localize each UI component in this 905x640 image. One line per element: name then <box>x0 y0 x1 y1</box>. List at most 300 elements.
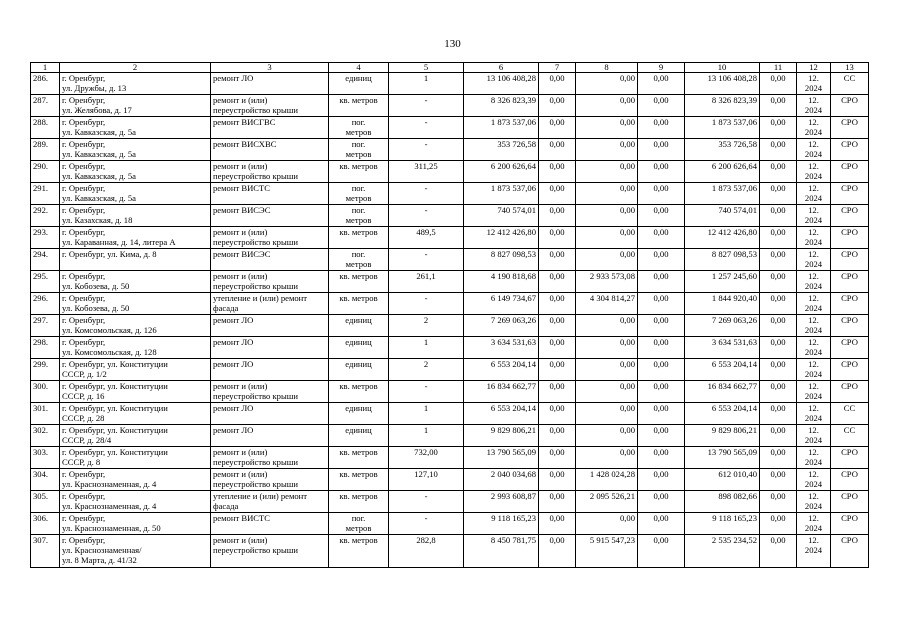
column-number-header: 5 <box>389 63 464 73</box>
value-cell-7: 0,00 <box>539 183 576 205</box>
value-cell-8: 5 915 547,23 <box>576 535 638 568</box>
unit-cell: кв. метров <box>329 95 389 117</box>
row-number-cell: 290. <box>31 161 60 183</box>
row-number-cell: 287. <box>31 95 60 117</box>
contractor-type-cell: СРО <box>831 249 869 271</box>
column-number-header: 10 <box>685 63 760 73</box>
value-cell-8: 0,00 <box>576 425 638 447</box>
contractor-type-cell: СРО <box>831 117 869 139</box>
value-cell-11: 0,00 <box>760 315 797 337</box>
value-cell-8: 0,00 <box>576 337 638 359</box>
address-cell: г. Оренбург, ул. Кавказская, д. 5а <box>60 183 211 205</box>
address-cell: г. Оренбург, ул. Кима, д. 8 <box>60 249 211 271</box>
value-cell-11: 0,00 <box>760 425 797 447</box>
value-cell-11: 0,00 <box>760 337 797 359</box>
row-number-cell: 307. <box>31 535 60 568</box>
work-type-cell: ремонт и (или) переустройство крыши <box>211 469 329 491</box>
table-row <box>31 469 869 491</box>
value-cell-10: 1 873 537,06 <box>685 183 760 205</box>
contractor-type-cell: СРО <box>831 183 869 205</box>
value-cell-9: 0,00 <box>638 183 685 205</box>
row-number-cell: 296. <box>31 293 60 315</box>
address-cell: г. Оренбург, ул. Кавказская, д. 5а <box>60 139 211 161</box>
value-cell-10: 6 200 626,64 <box>685 161 760 183</box>
value-cell-7: 0,00 <box>539 271 576 293</box>
unit-cell: единиц <box>329 337 389 359</box>
total-cost-cell: 8 326 823,39 <box>464 95 539 117</box>
work-type-cell: ремонт ЛО <box>211 337 329 359</box>
value-cell-9: 0,00 <box>638 73 685 95</box>
total-cost-cell: 6 553 204,14 <box>464 359 539 381</box>
deadline-cell: 12. 2024 <box>797 205 831 227</box>
quantity-cell: 489,5 <box>389 227 464 249</box>
value-cell-10: 6 553 204,14 <box>685 359 760 381</box>
row-number-cell: 293. <box>31 227 60 249</box>
work-type-cell: ремонт ВИСТС <box>211 183 329 205</box>
value-cell-10: 1 844 920,40 <box>685 293 760 315</box>
deadline-cell: 12. 2024 <box>797 139 831 161</box>
table-row <box>31 403 869 425</box>
quantity-cell: - <box>389 381 464 403</box>
unit-cell: кв. метров <box>329 381 389 403</box>
value-cell-9: 0,00 <box>638 359 685 381</box>
value-cell-10: 898 082,66 <box>685 491 760 513</box>
address-cell: г. Оренбург, ул. Краснознаменная/ ул. 8 Марта, д. 41/32 <box>60 535 211 568</box>
row-number-cell: 295. <box>31 271 60 293</box>
row-number-cell: 300. <box>31 381 60 403</box>
value-cell-8: 0,00 <box>576 183 638 205</box>
quantity-cell: - <box>389 139 464 161</box>
work-type-cell: утепление и (или) ремонт фасада <box>211 293 329 315</box>
table-row <box>31 161 869 183</box>
row-number-cell: 289. <box>31 139 60 161</box>
value-cell-11: 0,00 <box>760 469 797 491</box>
value-cell-8: 0,00 <box>576 381 638 403</box>
value-cell-9: 0,00 <box>638 491 685 513</box>
unit-cell: пог. метров <box>329 249 389 271</box>
contractor-type-cell: СРО <box>831 513 869 535</box>
address-cell: г. Оренбург, ул. Казахская, д. 18 <box>60 205 211 227</box>
address-cell: г. Оренбург, ул. Кобозева, д. 50 <box>60 271 211 293</box>
value-cell-7: 0,00 <box>539 425 576 447</box>
total-cost-cell: 2 993 608,87 <box>464 491 539 513</box>
value-cell-11: 0,00 <box>760 183 797 205</box>
value-cell-8: 0,00 <box>576 139 638 161</box>
value-cell-9: 0,00 <box>638 161 685 183</box>
unit-cell: пог. метров <box>329 205 389 227</box>
value-cell-8: 2 933 573,08 <box>576 271 638 293</box>
column-number-header: 1 <box>31 63 60 73</box>
deadline-cell: 12. 2024 <box>797 117 831 139</box>
unit-cell: пог. метров <box>329 513 389 535</box>
unit-cell: пог. метров <box>329 139 389 161</box>
unit-cell: пог. метров <box>329 183 389 205</box>
column-number-header-row <box>31 63 869 73</box>
address-cell: г. Оренбург, ул. Краснознаменная, д. 50 <box>60 513 211 535</box>
contractor-type-cell: СРО <box>831 337 869 359</box>
value-cell-9: 0,00 <box>638 535 685 568</box>
value-cell-10: 3 634 531,63 <box>685 337 760 359</box>
column-number-header: 3 <box>211 63 329 73</box>
value-cell-10: 13 790 565,09 <box>685 447 760 469</box>
deadline-cell: 12. 2024 <box>797 359 831 381</box>
value-cell-8: 0,00 <box>576 513 638 535</box>
value-cell-8: 1 428 024,28 <box>576 469 638 491</box>
value-cell-10: 8 326 823,39 <box>685 95 760 117</box>
row-number-cell: 286. <box>31 73 60 95</box>
column-number-header: 4 <box>329 63 389 73</box>
unit-cell: кв. метров <box>329 161 389 183</box>
column-number-header: 12 <box>797 63 831 73</box>
value-cell-8: 0,00 <box>576 205 638 227</box>
address-cell: г. Оренбург, ул. Кобозева, д. 50 <box>60 293 211 315</box>
value-cell-11: 0,00 <box>760 95 797 117</box>
value-cell-11: 0,00 <box>760 513 797 535</box>
deadline-cell: 12. 2024 <box>797 95 831 117</box>
work-type-cell: ремонт ЛО <box>211 425 329 447</box>
work-type-cell: ремонт и (или) переустройство крыши <box>211 227 329 249</box>
table-row <box>31 315 869 337</box>
deadline-cell: 12. 2024 <box>797 447 831 469</box>
deadline-cell: 12. 2024 <box>797 227 831 249</box>
address-cell: г. Оренбург, ул. Желябова, д. 17 <box>60 95 211 117</box>
value-cell-11: 0,00 <box>760 381 797 403</box>
quantity-cell: 1 <box>389 73 464 95</box>
value-cell-9: 0,00 <box>638 513 685 535</box>
contractor-type-cell: СРО <box>831 359 869 381</box>
value-cell-8: 0,00 <box>576 403 638 425</box>
row-number-cell: 292. <box>31 205 60 227</box>
contractor-type-cell: СРО <box>831 227 869 249</box>
value-cell-11: 0,00 <box>760 535 797 568</box>
row-number-cell: 298. <box>31 337 60 359</box>
value-cell-11: 0,00 <box>760 139 797 161</box>
value-cell-9: 0,00 <box>638 139 685 161</box>
value-cell-7: 0,00 <box>539 139 576 161</box>
total-cost-cell: 1 873 537,06 <box>464 183 539 205</box>
value-cell-9: 0,00 <box>638 205 685 227</box>
column-number-header: 9 <box>638 63 685 73</box>
deadline-cell: 12. 2024 <box>797 513 831 535</box>
contractor-type-cell: СРО <box>831 139 869 161</box>
value-cell-10: 353 726,58 <box>685 139 760 161</box>
work-type-cell: ремонт и (или) переустройство крыши <box>211 271 329 293</box>
unit-cell: кв. метров <box>329 491 389 513</box>
quantity-cell: - <box>389 491 464 513</box>
value-cell-11: 0,00 <box>760 73 797 95</box>
unit-cell: единиц <box>329 359 389 381</box>
value-cell-10: 12 412 426,80 <box>685 227 760 249</box>
total-cost-cell: 9 829 806,21 <box>464 425 539 447</box>
table-row <box>31 183 869 205</box>
deadline-cell: 12. 2024 <box>797 161 831 183</box>
value-cell-10: 1 873 537,06 <box>685 117 760 139</box>
work-type-cell: ремонт и (или) переустройство крыши <box>211 95 329 117</box>
contractor-type-cell: СРО <box>831 95 869 117</box>
table-row <box>31 293 869 315</box>
address-cell: г. Оренбург, ул. Кавказская, д. 5а <box>60 161 211 183</box>
work-type-cell: ремонт и (или) переустройство крыши <box>211 447 329 469</box>
quantity-cell: - <box>389 95 464 117</box>
table-row <box>31 359 869 381</box>
value-cell-11: 0,00 <box>760 161 797 183</box>
unit-cell: пог. метров <box>329 117 389 139</box>
value-cell-8: 0,00 <box>576 249 638 271</box>
unit-cell: кв. метров <box>329 227 389 249</box>
value-cell-9: 0,00 <box>638 293 685 315</box>
value-cell-11: 0,00 <box>760 359 797 381</box>
work-type-cell: ремонт ВИСТС <box>211 513 329 535</box>
value-cell-7: 0,00 <box>539 535 576 568</box>
value-cell-10: 6 553 204,14 <box>685 403 760 425</box>
value-cell-10: 2 535 234,52 <box>685 535 760 568</box>
quantity-cell: - <box>389 249 464 271</box>
address-cell: г. Оренбург, ул. Краснознаменная, д. 4 <box>60 491 211 513</box>
page-number: 130 <box>444 38 461 50</box>
table-row <box>31 535 869 568</box>
quantity-cell: 127,10 <box>389 469 464 491</box>
value-cell-9: 0,00 <box>638 227 685 249</box>
total-cost-cell: 16 834 662,77 <box>464 381 539 403</box>
table-row <box>31 513 869 535</box>
value-cell-7: 0,00 <box>539 73 576 95</box>
work-type-cell: ремонт ВИСГВС <box>211 117 329 139</box>
total-cost-cell: 8 827 098,53 <box>464 249 539 271</box>
value-cell-8: 0,00 <box>576 447 638 469</box>
value-cell-8: 0,00 <box>576 161 638 183</box>
address-cell: г. Оренбург, ул. Комсомольская, д. 128 <box>60 337 211 359</box>
contractor-type-cell: СС <box>831 73 869 95</box>
quantity-cell: 282,8 <box>389 535 464 568</box>
address-cell: г. Оренбург, ул. Конституции СССР, д. 8 <box>60 447 211 469</box>
address-cell: г. Оренбург, ул. Конституции СССР, д. 28/4 <box>60 425 211 447</box>
address-cell: г. Оренбург, ул. Конституции СССР, д. 28 <box>60 403 211 425</box>
table-row <box>31 117 869 139</box>
value-cell-8: 0,00 <box>576 117 638 139</box>
total-cost-cell: 6 553 204,14 <box>464 403 539 425</box>
capital-repair-table <box>30 62 869 568</box>
total-cost-cell: 2 040 034,68 <box>464 469 539 491</box>
table-row <box>31 425 869 447</box>
value-cell-9: 0,00 <box>638 403 685 425</box>
value-cell-7: 0,00 <box>539 227 576 249</box>
contractor-type-cell: СРО <box>831 447 869 469</box>
deadline-cell: 12. 2024 <box>797 381 831 403</box>
value-cell-8: 0,00 <box>576 95 638 117</box>
value-cell-10: 13 106 408,28 <box>685 73 760 95</box>
deadline-cell: 12. 2024 <box>797 183 831 205</box>
deadline-cell: 12. 2024 <box>797 73 831 95</box>
quantity-cell: - <box>389 183 464 205</box>
table-row <box>31 491 869 513</box>
work-type-cell: ремонт и (или) переустройство крыши <box>211 161 329 183</box>
total-cost-cell: 8 450 781,75 <box>464 535 539 568</box>
value-cell-11: 0,00 <box>760 293 797 315</box>
table-row <box>31 139 869 161</box>
deadline-cell: 12. 2024 <box>797 491 831 513</box>
address-cell: г. Оренбург, ул. Кавказская, д. 5а <box>60 117 211 139</box>
column-number-header: 8 <box>576 63 638 73</box>
contractor-type-cell: СРО <box>831 271 869 293</box>
value-cell-8: 0,00 <box>576 73 638 95</box>
total-cost-cell: 1 873 537,06 <box>464 117 539 139</box>
table-row <box>31 447 869 469</box>
quantity-cell: 732,00 <box>389 447 464 469</box>
table-row <box>31 337 869 359</box>
value-cell-9: 0,00 <box>638 337 685 359</box>
contractor-type-cell: СРО <box>831 535 869 568</box>
value-cell-11: 0,00 <box>760 205 797 227</box>
deadline-cell: 12. 2024 <box>797 425 831 447</box>
value-cell-7: 0,00 <box>539 513 576 535</box>
unit-cell: кв. метров <box>329 293 389 315</box>
quantity-cell: - <box>389 293 464 315</box>
table-row <box>31 73 869 95</box>
quantity-cell: - <box>389 513 464 535</box>
value-cell-7: 0,00 <box>539 403 576 425</box>
address-cell: г. Оренбург, ул. Конституции СССР, д. 1/2 <box>60 359 211 381</box>
value-cell-9: 0,00 <box>638 447 685 469</box>
deadline-cell: 12. 2024 <box>797 271 831 293</box>
contractor-type-cell: СРО <box>831 469 869 491</box>
value-cell-10: 9 829 806,21 <box>685 425 760 447</box>
value-cell-8: 0,00 <box>576 359 638 381</box>
row-number-cell: 299. <box>31 359 60 381</box>
deadline-cell: 12. 2024 <box>797 249 831 271</box>
value-cell-8: 0,00 <box>576 227 638 249</box>
value-cell-9: 0,00 <box>638 381 685 403</box>
quantity-cell: 1 <box>389 337 464 359</box>
quantity-cell: 1 <box>389 425 464 447</box>
value-cell-7: 0,00 <box>539 315 576 337</box>
row-number-cell: 301. <box>31 403 60 425</box>
row-number-cell: 291. <box>31 183 60 205</box>
address-cell: г. Оренбург, ул. Краснознаменная, д. 4 <box>60 469 211 491</box>
unit-cell: кв. метров <box>329 535 389 568</box>
value-cell-7: 0,00 <box>539 381 576 403</box>
row-number-cell: 294. <box>31 249 60 271</box>
address-cell: г. Оренбург, ул. Караванная, д. 14, литера А <box>60 227 211 249</box>
address-cell: г. Оренбург, ул. Дружбы, д. 13 <box>60 73 211 95</box>
quantity-cell: 2 <box>389 315 464 337</box>
value-cell-7: 0,00 <box>539 161 576 183</box>
deadline-cell: 12. 2024 <box>797 535 831 568</box>
row-number-cell: 288. <box>31 117 60 139</box>
value-cell-11: 0,00 <box>760 403 797 425</box>
value-cell-10: 1 257 245,60 <box>685 271 760 293</box>
value-cell-10: 16 834 662,77 <box>685 381 760 403</box>
total-cost-cell: 6 200 626,64 <box>464 161 539 183</box>
deadline-cell: 12. 2024 <box>797 403 831 425</box>
value-cell-11: 0,00 <box>760 447 797 469</box>
unit-cell: единиц <box>329 425 389 447</box>
value-cell-11: 0,00 <box>760 117 797 139</box>
unit-cell: кв. метров <box>329 271 389 293</box>
quantity-cell: 261,1 <box>389 271 464 293</box>
value-cell-11: 0,00 <box>760 227 797 249</box>
row-number-cell: 303. <box>31 447 60 469</box>
value-cell-9: 0,00 <box>638 469 685 491</box>
value-cell-8: 0,00 <box>576 315 638 337</box>
value-cell-7: 0,00 <box>539 491 576 513</box>
quantity-cell: 311,25 <box>389 161 464 183</box>
table-body <box>31 73 869 568</box>
quantity-cell: 2 <box>389 359 464 381</box>
work-type-cell: ремонт ЛО <box>211 315 329 337</box>
table-row <box>31 249 869 271</box>
address-cell: г. Оренбург, ул. Комсомольская, д. 126 <box>60 315 211 337</box>
work-type-cell: ремонт ВИСЭС <box>211 249 329 271</box>
column-number-header: 13 <box>831 63 869 73</box>
address-cell: г. Оренбург, ул. Конституции СССР, д. 16 <box>60 381 211 403</box>
value-cell-7: 0,00 <box>539 293 576 315</box>
work-type-cell: ремонт ЛО <box>211 403 329 425</box>
column-number-header: 6 <box>464 63 539 73</box>
value-cell-11: 0,00 <box>760 249 797 271</box>
deadline-cell: 12. 2024 <box>797 469 831 491</box>
column-number-header: 11 <box>760 63 797 73</box>
row-number-cell: 305. <box>31 491 60 513</box>
value-cell-8: 2 095 526,21 <box>576 491 638 513</box>
deadline-cell: 12. 2024 <box>797 315 831 337</box>
value-cell-7: 0,00 <box>539 205 576 227</box>
row-number-cell: 306. <box>31 513 60 535</box>
value-cell-10: 7 269 063,26 <box>685 315 760 337</box>
value-cell-7: 0,00 <box>539 359 576 381</box>
unit-cell: кв. метров <box>329 469 389 491</box>
value-cell-7: 0,00 <box>539 469 576 491</box>
value-cell-9: 0,00 <box>638 117 685 139</box>
value-cell-11: 0,00 <box>760 271 797 293</box>
work-type-cell: ремонт и (или) переустройство крыши <box>211 535 329 568</box>
quantity-cell: - <box>389 117 464 139</box>
value-cell-7: 0,00 <box>539 95 576 117</box>
total-cost-cell: 4 190 818,68 <box>464 271 539 293</box>
total-cost-cell: 13 106 408,28 <box>464 73 539 95</box>
value-cell-10: 740 574,01 <box>685 205 760 227</box>
contractor-type-cell: СС <box>831 403 869 425</box>
column-number-header: 2 <box>60 63 211 73</box>
row-number-cell: 304. <box>31 469 60 491</box>
contractor-type-cell: СРО <box>831 205 869 227</box>
row-number-cell: 302. <box>31 425 60 447</box>
quantity-cell: 1 <box>389 403 464 425</box>
contractor-type-cell: СРО <box>831 491 869 513</box>
contractor-type-cell: СРО <box>831 293 869 315</box>
value-cell-10: 612 010,40 <box>685 469 760 491</box>
value-cell-9: 0,00 <box>638 315 685 337</box>
total-cost-cell: 3 634 531,63 <box>464 337 539 359</box>
work-type-cell: ремонт и (или) переустройство крыши <box>211 381 329 403</box>
value-cell-7: 0,00 <box>539 249 576 271</box>
work-type-cell: утепление и (или) ремонт фасада <box>211 491 329 513</box>
total-cost-cell: 353 726,58 <box>464 139 539 161</box>
value-cell-9: 0,00 <box>638 271 685 293</box>
value-cell-9: 0,00 <box>638 95 685 117</box>
total-cost-cell: 13 790 565,09 <box>464 447 539 469</box>
total-cost-cell: 12 412 426,80 <box>464 227 539 249</box>
value-cell-7: 0,00 <box>539 447 576 469</box>
contractor-type-cell: СС <box>831 425 869 447</box>
total-cost-cell: 9 118 165,23 <box>464 513 539 535</box>
unit-cell: единиц <box>329 403 389 425</box>
total-cost-cell: 740 574,01 <box>464 205 539 227</box>
column-number-header: 7 <box>539 63 576 73</box>
value-cell-8: 4 304 814,27 <box>576 293 638 315</box>
contractor-type-cell: СРО <box>831 315 869 337</box>
total-cost-cell: 7 269 063,26 <box>464 315 539 337</box>
work-type-cell: ремонт ВИСЭС <box>211 205 329 227</box>
